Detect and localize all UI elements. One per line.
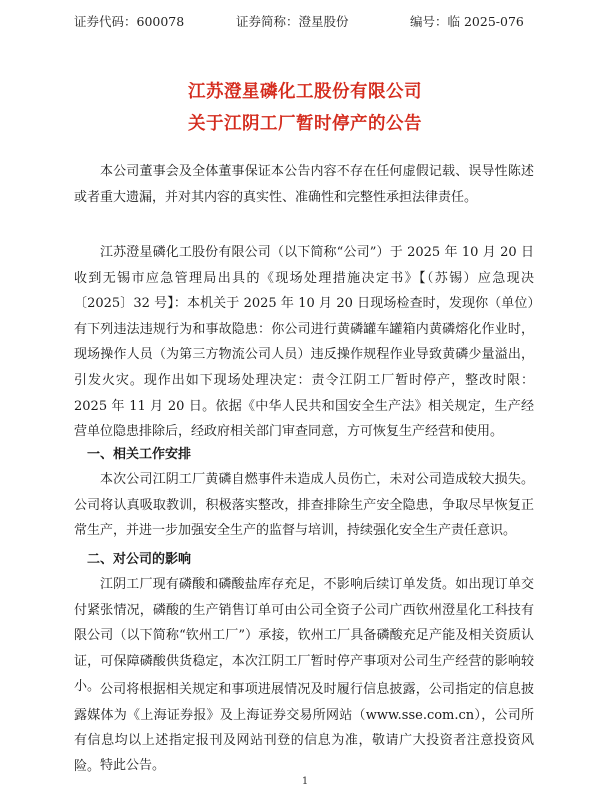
disclosure-paragraph: 公司将根据相关规定和事项进展情况及时履行信息披露，公司指定的信息披露媒体为《上海证券报》及上海证券交易所网站（www.sse.com.cn），公司所有信息均以上述指定报刊及网站刊登的信息为准，敬请广大投资者注意投资风险。 [74, 682, 534, 774]
board-statement: 本公司董事会及全体董事保证本公告内容不存在任何虚假记载、误导性陈述或者重大遗漏，并对其内容的真实性、准确性和完整性承担法律责任。 [74, 164, 534, 205]
section-heading-work-arrangement: 一、相关工作安排 [87, 447, 192, 462]
announcement-number: 编号：临 2025-076 [410, 14, 524, 29]
announcement-title: 关于江阴工厂暂时停产的公告 [188, 114, 422, 134]
page-number: 1 [301, 776, 309, 787]
section-body-impact: 江阴工厂现有磷酸和磷酸盐库存充足，不影响后续订单发货。如出现订单交付紧张情况，磷酸的生产销售订单可由公司全资子公司广西钦州澄星化工科技有限公司（以下简称“钦州工厂”）承接，钦州工厂具备磷酸充足产能及相关资质认证，可保障磷酸供货稳定，本次江阴工厂暂时停产事项对公司生产经营的影响较小。 [74, 577, 534, 695]
section-heading-impact: 二、对公司的影响 [87, 552, 192, 567]
company-title: 江苏澄星磷化工股份有限公司 [188, 82, 422, 102]
section-body-work-arrangement: 本次公司江阴工厂黄磷自燃事件未造成人员伤亡，未对公司造成较大损失。公司将认真吸取教训，积极落实整改，排查排除生产安全隐患，争取尽早恢复正常生产，并进一步加强安全生产的监督与培训，持续强化安全生产责任意识。 [74, 472, 534, 539]
main-paragraph: 江苏澄星磷化工股份有限公司（以下简称“公司”）于 2025 年 10 月 20 日收到无锡市应急管理局出具的《现场处理措施决定书》【（苏锡）应急现决〔2025〕32 号】：本机关于 2025 年 10 月 20 日现场检查时，发现你（单位）有下列违法违规行为和事故隐患：你公司进行黄磷罐车罐箱内黄磷熔化作业时，现场操作人员（为第三方物流公司人员）违反操作规程作业导致黄磷少量溢出，引发火灾。现作出如下现场处理决定：责令江阴工厂暂时停产，整改时限：2025 年 11 月 20 日。依据《中华人民共和国安全生产法》相关规定，生产经营单位隐患排除后，经政府相关部门审查同意，方可恢复生产经营和使用。 [74, 245, 534, 440]
document-header [0, 12, 610, 32]
stock-name: 证券简称：澄星股份 [236, 14, 349, 29]
closing-text: 特此公告。 [100, 758, 166, 773]
stock-code: 证券代码：600078 [74, 14, 185, 29]
